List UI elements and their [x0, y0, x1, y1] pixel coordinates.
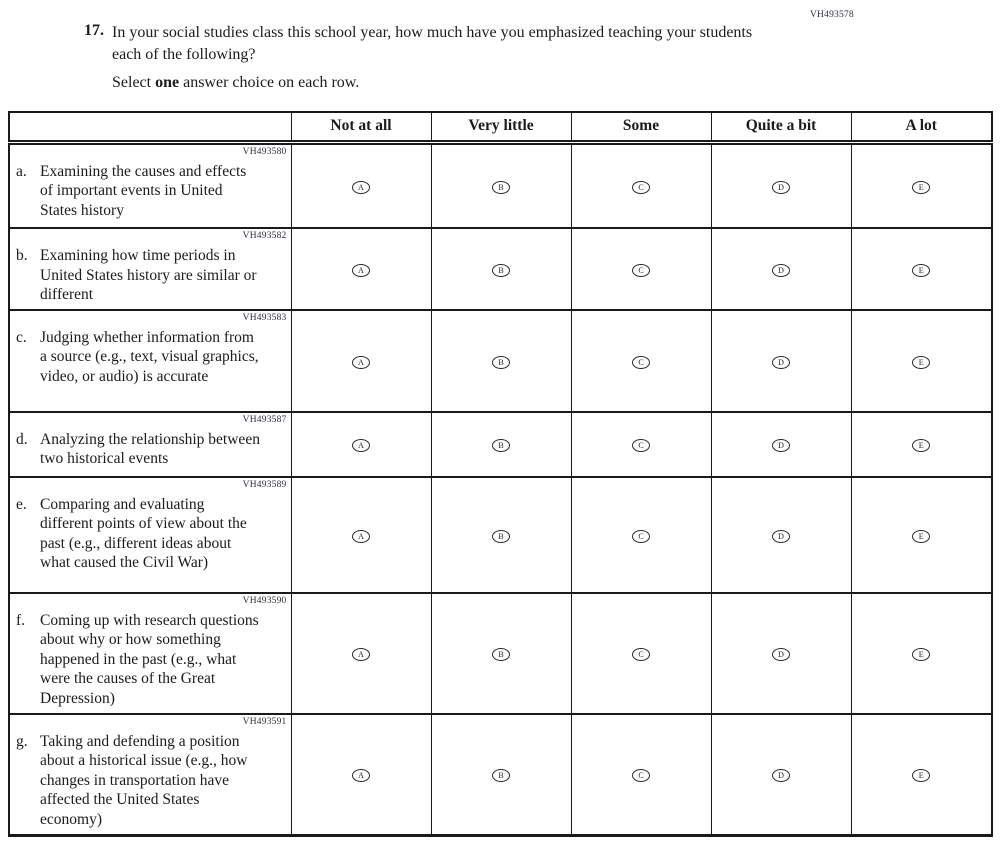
- answer-bubble-a[interactable]: A: [352, 530, 370, 543]
- row-letter: c.: [16, 328, 27, 346]
- option-cell: [711, 228, 851, 310]
- answer-bubble-c[interactable]: C: [632, 439, 650, 452]
- answer-bubble-d[interactable]: D: [772, 769, 790, 782]
- row-label-cell: [9, 714, 291, 836]
- answer-bubble-b[interactable]: B: [492, 356, 510, 369]
- table-row-f: [9, 593, 992, 714]
- table-row-b: [9, 228, 992, 310]
- answer-bubble-d[interactable]: D: [772, 648, 790, 661]
- option-cell: [711, 412, 851, 477]
- row-label: Examining how time periods in United States history are similar or different: [40, 247, 257, 303]
- answer-bubble-b[interactable]: B: [492, 530, 510, 543]
- row-code: VH493587: [242, 414, 287, 425]
- answer-bubble-e[interactable]: E: [912, 439, 930, 452]
- item-code: VH493578: [810, 10, 854, 20]
- answer-bubble-a[interactable]: A: [352, 356, 370, 369]
- row-letter: e.: [16, 495, 27, 513]
- answer-bubble-b[interactable]: B: [492, 648, 510, 661]
- option-cell: [571, 593, 711, 714]
- row-letter: d.: [16, 430, 28, 448]
- column-header-quite-a-bit: Quite a bit: [711, 112, 851, 142]
- header-row: [9, 112, 992, 142]
- row-code: VH493583: [242, 312, 287, 323]
- option-cell: [851, 142, 992, 228]
- select-instruction-bold: one: [155, 74, 180, 91]
- option-cell: [291, 228, 431, 310]
- option-cell: [851, 228, 992, 310]
- row-label-cell: [9, 228, 291, 310]
- row-label: Judging whether information from a source (e.g., text, visual graphics, video, or audio) is accurate: [40, 328, 259, 385]
- answer-bubble-c[interactable]: C: [632, 356, 650, 369]
- row-label-cell: [9, 593, 291, 714]
- table-row-g: [9, 714, 992, 836]
- table-row-c: [9, 310, 992, 412]
- answer-matrix-table: [8, 111, 993, 837]
- option-cell: [571, 310, 711, 412]
- row-letter: f.: [16, 611, 26, 629]
- row-label-cell: [9, 477, 291, 593]
- answer-bubble-d[interactable]: D: [772, 439, 790, 452]
- row-code: VH493580: [242, 146, 287, 157]
- select-instruction-prefix: Select: [112, 74, 156, 91]
- row-label-cell: [9, 142, 291, 228]
- row-item-text: [10, 715, 291, 834]
- answer-bubble-e[interactable]: E: [912, 356, 930, 369]
- answer-bubble-a[interactable]: A: [352, 648, 370, 661]
- answer-bubble-a[interactable]: A: [352, 264, 370, 277]
- answer-bubble-c[interactable]: C: [632, 769, 650, 782]
- table-row-d: [9, 412, 992, 477]
- option-cell: [711, 593, 851, 714]
- option-cell: [711, 142, 851, 228]
- option-cell: [431, 228, 571, 310]
- option-cell: [431, 412, 571, 477]
- option-cell: [571, 228, 711, 310]
- option-cell: [431, 593, 571, 714]
- answer-bubble-a[interactable]: A: [352, 439, 370, 452]
- option-cell: [851, 412, 992, 477]
- answer-bubble-d[interactable]: D: [772, 530, 790, 543]
- answer-bubble-e[interactable]: E: [912, 181, 930, 194]
- row-label: Coming up with research questions about why or how something happened in the past (e.g., what were the causes of the Great Depression): [40, 611, 259, 707]
- option-cell: [431, 310, 571, 412]
- row-label-cell: [9, 412, 291, 477]
- option-cell: [711, 714, 851, 836]
- row-item-text: [10, 478, 291, 577]
- option-cell: [431, 142, 571, 228]
- corner-cell: [9, 112, 291, 142]
- option-cell: [291, 142, 431, 228]
- row-label: Comparing and evaluating different points of view about the past (e.g., different ideas about what caused the Civil War): [40, 495, 247, 571]
- row-label: Analyzing the relationship between two historical events: [40, 430, 260, 467]
- select-instruction: [112, 72, 359, 94]
- question-number: 17.: [84, 22, 104, 39]
- answer-bubble-c[interactable]: C: [632, 264, 650, 277]
- option-cell: [711, 477, 851, 593]
- answer-bubble-e[interactable]: E: [912, 264, 930, 277]
- column-header-not-at-all: Not at all: [291, 112, 431, 142]
- row-letter: a.: [16, 162, 27, 180]
- option-cell: [291, 714, 431, 836]
- table-row-e: [9, 477, 992, 593]
- column-header-a-lot: A lot: [851, 112, 992, 142]
- column-header-some: Some: [571, 112, 711, 142]
- answer-bubble-d[interactable]: D: [772, 356, 790, 369]
- answer-bubble-a[interactable]: A: [352, 769, 370, 782]
- row-label: Taking and defending a position about a historical issue (e.g., how changes in transportation have affected the United States economy): [40, 732, 248, 828]
- row-code: VH493589: [242, 479, 287, 490]
- option-cell: [571, 714, 711, 836]
- row-label-cell: [9, 310, 291, 412]
- answer-bubble-b[interactable]: B: [492, 181, 510, 194]
- answer-bubble-e[interactable]: E: [912, 530, 930, 543]
- option-cell: [571, 142, 711, 228]
- option-cell: [851, 714, 992, 836]
- option-cell: [851, 477, 992, 593]
- answer-bubble-e[interactable]: E: [912, 648, 930, 661]
- option-cell: [571, 412, 711, 477]
- row-code: VH493591: [242, 716, 287, 727]
- row-item-text: [10, 594, 291, 713]
- answer-bubble-a[interactable]: A: [352, 181, 370, 194]
- option-cell: [571, 477, 711, 593]
- row-code: VH493582: [242, 231, 287, 241]
- answer-bubble-d[interactable]: D: [772, 181, 790, 194]
- option-cell: [851, 310, 992, 412]
- select-instruction-suffix: answer choice on each row.: [179, 74, 360, 91]
- table-row-a: [9, 142, 992, 228]
- answer-bubble-d[interactable]: D: [772, 264, 790, 277]
- answer-bubble-b[interactable]: B: [492, 439, 510, 452]
- question-text: In your social studies class this school year, how much have you emphasized teaching your students each of the following?: [112, 24, 753, 63]
- answer-bubble-c[interactable]: C: [632, 648, 650, 661]
- answer-bubble-c[interactable]: C: [632, 181, 650, 194]
- answer-bubble-b[interactable]: B: [492, 769, 510, 782]
- row-code: VH493590: [242, 595, 287, 606]
- option-cell: [431, 714, 571, 836]
- option-cell: [291, 412, 431, 477]
- option-cell: [711, 310, 851, 412]
- option-cell: [291, 310, 431, 412]
- row-letter: b.: [16, 247, 28, 264]
- row-label: Examining the causes and effects of important events in United States history: [40, 162, 247, 219]
- row-letter: g.: [16, 732, 28, 750]
- column-header-very-little: Very little: [431, 112, 571, 142]
- answer-bubble-c[interactable]: C: [632, 530, 650, 543]
- answer-bubble-b[interactable]: B: [492, 264, 510, 277]
- answer-bubble-e[interactable]: E: [912, 769, 930, 782]
- option-cell: [431, 477, 571, 593]
- option-cell: [291, 477, 431, 593]
- option-cell: [291, 593, 431, 714]
- option-cell: [851, 593, 992, 714]
